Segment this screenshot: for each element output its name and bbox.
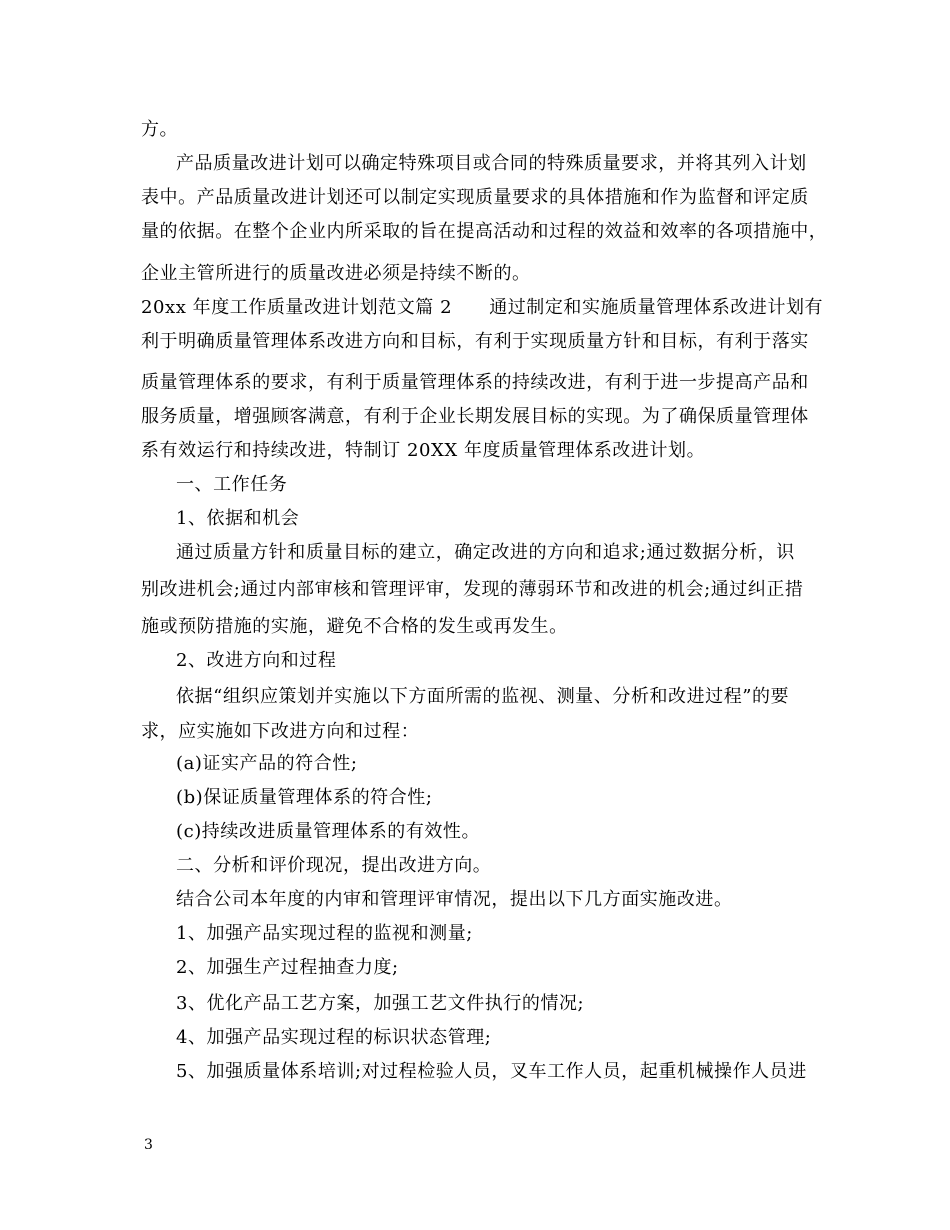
- text-line: 企业主管所进行的质量改进必须是持续不断的。: [141, 263, 531, 284]
- text-line: 施或预防措施的实施，避免不合格的发生或再发生。: [141, 616, 568, 637]
- text-line: 结合公司本年度的内审和管理评审情况，提出以下几方面实施改进。: [176, 889, 733, 910]
- heading: 二、分析和评价现况，提出改进方向。: [176, 855, 492, 876]
- text-line: 表中。产品质量改进计划还可以制定实现质量要求的具体措施和作为监督和评定质: [141, 187, 809, 208]
- heading: 一、工作任务: [176, 474, 288, 495]
- subheading: 1、依据和机会: [176, 508, 300, 529]
- text-line: 质量管理体系的要求，有利于质量管理体系的持续改进，有利于进一步提高产品和: [141, 372, 809, 393]
- text-line: 通过质量方针和质量目标的建立，确定改进的方向和追求;通过数据分析，识: [176, 542, 795, 563]
- text-line: 20xx 年度工作质量改进计划范文篇 2 通过制定和实施质量管理体系改进计划有: [141, 297, 824, 318]
- list-item: (b)保证质量管理体系的符合性;: [176, 787, 433, 808]
- list-item: 4、加强产品实现过程的标识状态管理;: [176, 1027, 492, 1048]
- list-item: (a)证实产品的符合性;: [176, 753, 358, 774]
- text-line: 方。: [141, 119, 179, 140]
- text-line: 利于明确质量管理体系改进方向和目标，有利于实现质量方针和目标，有利于落实: [141, 331, 809, 352]
- list-item: 1、加强产品实现过程的监视和测量;: [176, 923, 473, 944]
- text-line: 依据“组织应策划并实施以下方面所需的监视、测量、分析和改进过程”的要: [176, 686, 790, 707]
- text-line: 产品质量改进计划可以确定特殊项目或合同的特殊质量要求，并将其列入计划: [176, 153, 807, 174]
- list-item: 3、优化产品工艺方案，加强工艺文件执行的情况;: [176, 993, 585, 1014]
- list-item: (c)持续改进质量管理体系的有效性。: [176, 821, 481, 842]
- text-line: 服务质量，增强顾客满意，有利于企业长期发展目标的实现。为了确保质量管理体: [141, 406, 809, 427]
- text-line: 别改进机会;通过内部审核和管理评审，发现的薄弱环节和改进的机会;通过纠正措: [141, 579, 804, 600]
- text-line: 求，应实施如下改进方向和过程：: [141, 721, 420, 742]
- subheading: 2、改进方向和过程: [176, 650, 337, 671]
- text-line: 系有效运行和持续改进，特制订 20XX 年度质量管理体系改进计划。: [141, 440, 706, 461]
- text-line: 量的依据。在整个企业内所采取的旨在提高活动和过程的效益和效率的各项措施中，: [141, 221, 828, 242]
- list-item: 2、加强生产过程抽查力度;: [176, 957, 399, 978]
- list-item: 5、加强质量体系培训;对过程检验人员，叉车工作人员，起重机械操作人员进: [176, 1061, 807, 1082]
- page-number: 3: [144, 1137, 153, 1153]
